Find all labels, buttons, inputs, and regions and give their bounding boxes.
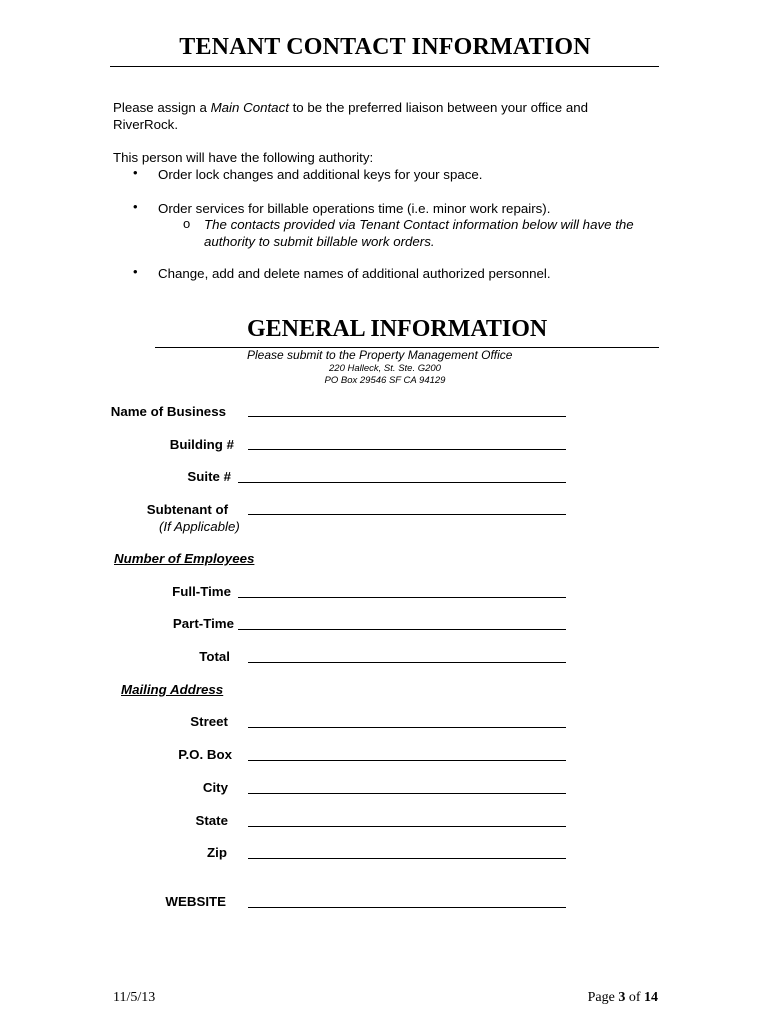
part-time-label: Part-Time	[172, 616, 234, 631]
state-label: State	[195, 813, 228, 828]
bullet-item: Order lock changes and additional keys for your space.	[158, 167, 483, 182]
mailing-address-heading: Mailing Address	[121, 682, 224, 697]
suite-label: Suite #	[187, 469, 231, 484]
total-field[interactable]	[248, 662, 566, 663]
footer-date: 11/5/13	[113, 990, 156, 1005]
suite-field[interactable]	[238, 482, 566, 483]
section-title: GENERAL INFORMATION	[247, 316, 548, 342]
street-field[interactable]	[248, 727, 566, 728]
website-field[interactable]	[248, 907, 566, 908]
page-current: 3	[618, 990, 626, 1005]
full-time-label: Full-Time	[172, 584, 231, 599]
intro-paragraph	[113, 99, 673, 116]
total-label: Total	[199, 649, 230, 664]
city-label: City	[202, 780, 228, 795]
city-field[interactable]	[248, 793, 566, 794]
submit-note: Please submit to the Property Management Office	[247, 348, 513, 362]
bullet-item: Order services for billable operations time (i.e. minor work repairs).	[158, 201, 551, 216]
main-contact-emphasis: Main Contact	[210, 100, 289, 115]
page-title: TENANT CONTACT INFORMATION	[179, 34, 591, 60]
building-label: Building #	[169, 437, 234, 452]
intro-text-pre: Please assign a	[113, 100, 211, 115]
page-mid: of	[625, 990, 644, 1005]
street-label: Street	[190, 714, 228, 729]
zip-label: Zip	[207, 845, 227, 860]
page-total: 14	[644, 990, 658, 1005]
intro-line-2: RiverRock.	[113, 117, 179, 132]
full-time-field[interactable]	[238, 597, 566, 598]
office-address-line-1: 220 Halleck, St. Ste. G200	[329, 363, 441, 374]
sub-bullet-marker: o	[183, 216, 191, 231]
page-number	[560, 990, 658, 1006]
office-address-line-2: PO Box 29546 SF CA 94129	[324, 375, 446, 386]
bullet-icon: •	[133, 199, 138, 214]
po-box-field[interactable]	[248, 760, 566, 761]
subtenant-note: (If Applicable)	[159, 519, 240, 534]
building-field[interactable]	[248, 449, 566, 450]
bullet-item: Change, add and delete names of additional authorized personnel.	[158, 266, 551, 281]
employees-heading: Number of Employees	[114, 551, 255, 566]
intro-text-post: to be the preferred liaison between your office and	[288, 100, 589, 115]
name-of-business-label: Name of Business	[110, 404, 226, 419]
po-box-label: P.O. Box	[178, 747, 232, 762]
page-prefix: Page	[587, 990, 619, 1005]
subtenant-label: Subtenant of	[146, 502, 228, 517]
sub-bullet-line-2: authority to submit billable work orders.	[204, 234, 435, 249]
state-field[interactable]	[248, 826, 566, 827]
zip-field[interactable]	[248, 858, 566, 859]
sub-bullet-line-1: The contacts provided via Tenant Contact information below will have the	[204, 217, 634, 232]
name-of-business-field[interactable]	[248, 416, 566, 417]
authority-intro: This person will have the following authority:	[113, 150, 374, 165]
bullet-icon: •	[133, 264, 138, 279]
website-label: WEBSITE	[165, 894, 226, 909]
subtenant-field[interactable]	[248, 514, 566, 515]
bullet-icon: •	[133, 165, 138, 180]
title-divider	[110, 66, 659, 67]
part-time-field[interactable]	[238, 629, 566, 630]
